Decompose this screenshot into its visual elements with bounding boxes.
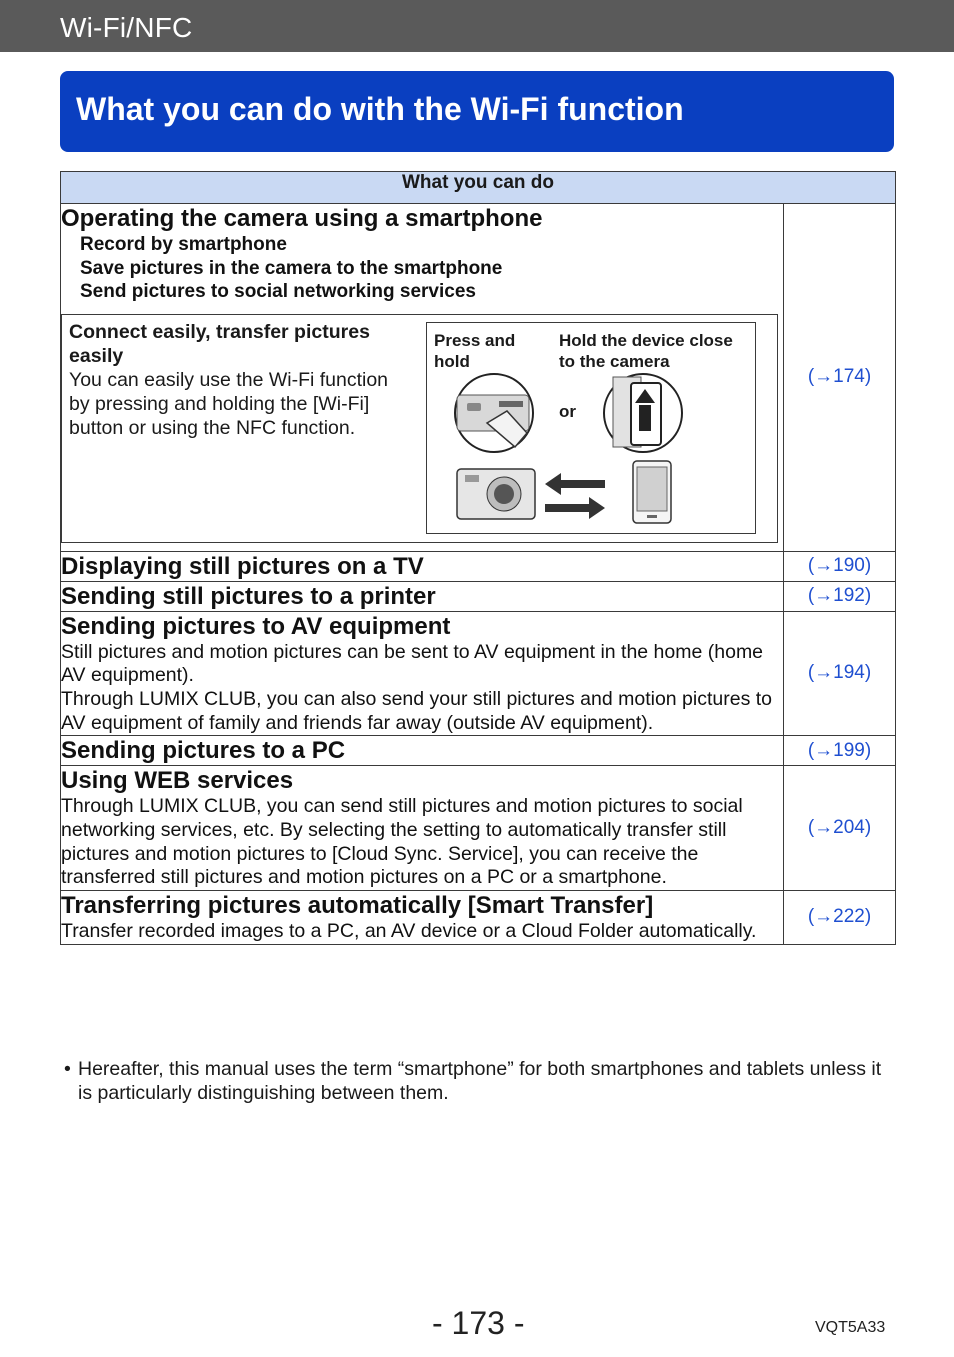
row-heading: Transferring pictures automatically [Smart Transfer] [61, 892, 654, 920]
feature-item: Save pictures in the camera to the smartphone [80, 257, 503, 279]
row-heading: Operating the camera using a smartphone [61, 205, 543, 232]
table-header-row [61, 172, 896, 204]
tv-cell [61, 551, 784, 581]
table-row [61, 611, 896, 736]
table-row [61, 204, 896, 552]
page-reference[interactable]: (→190) [784, 551, 896, 581]
row-text-2: Through LUMIX CLUB, you can also send your still pictures and motion pictures to AV equipment of family and friends far away (outside AV equipment). [61, 687, 773, 734]
row-heading: Sending still pictures to a printer [61, 582, 436, 610]
row-text: Still pictures and motion pictures can be sent to AV equipment in the home (home AV equipment). [61, 640, 764, 687]
smart-transfer-cell [61, 891, 784, 945]
nfc-heading: Connect easily, transfer pictures easily [69, 320, 370, 367]
hold-close-label: Hold the device close to the camera [559, 330, 733, 371]
camera-icon [457, 469, 535, 519]
page-title-banner [60, 71, 894, 152]
press-hold-label: Press and hold [434, 330, 516, 371]
table-column-header: What you can do [61, 172, 896, 204]
table-row [61, 766, 896, 891]
av-equipment-cell [61, 611, 784, 736]
page-reference[interactable]: (→174) [784, 204, 896, 552]
smartphone-icon [633, 461, 671, 523]
page-reference[interactable]: (→194) [784, 611, 896, 736]
table-row [61, 581, 896, 611]
row-text: Transfer recorded images to a PC, an AV device or a Cloud Folder automatically. [61, 920, 757, 943]
bullet-icon: • [64, 1058, 71, 1080]
button-press-icon [455, 374, 533, 452]
table-row [61, 891, 896, 945]
smartphone-cell [61, 204, 784, 552]
row-text: Through LUMIX CLUB, you can send still pictures and motion pictures to social networking services, etc. By selecting the setting to automatically transfer still pictures and motion pictures to [Cloud Sync. Service], you can receive the transferred still pictures and motion pictures on a PC or a smartphone. [61, 795, 743, 889]
nfc-touch-icon [604, 374, 682, 452]
table-row [61, 551, 896, 581]
nfc-info-box [61, 314, 778, 543]
transfer-arrows-icon [545, 473, 605, 519]
page-reference[interactable]: (→222) [784, 891, 896, 945]
row-heading: Displaying still pictures on a TV [61, 552, 424, 580]
web-services-cell [61, 766, 784, 891]
row-heading: Using WEB services [61, 767, 294, 795]
feature-item: Send pictures to social networking services [80, 281, 476, 302]
table-row [61, 736, 896, 766]
row-heading: Sending pictures to a PC [61, 737, 346, 765]
footnote [64, 1057, 884, 1105]
page-reference[interactable]: (→192) [784, 581, 896, 611]
features-table [60, 171, 896, 945]
printer-cell [61, 581, 784, 611]
footnote-text: Hereafter, this manual uses the term “smartphone” for both smartphones and tablets unless it is particularly distinguishing between them. [78, 1058, 882, 1104]
section-title: Wi-Fi/NFC [60, 12, 193, 43]
nfc-body: You can easily use the Wi-Fi function by pressing and holding the [Wi-Fi] button or using the NFC function. [69, 368, 389, 439]
section-header-bar [0, 0, 954, 52]
page-reference[interactable]: (→199) [784, 736, 896, 766]
nfc-description [69, 320, 389, 440]
nfc-illustration [426, 322, 756, 534]
pc-cell [61, 736, 784, 766]
or-label: or [559, 401, 576, 421]
model-code: VQT5A33 [815, 1319, 886, 1336]
page-reference[interactable]: (→204) [784, 766, 896, 891]
illustration-graphics [427, 323, 755, 533]
feature-item: Record by smartphone [80, 234, 287, 255]
row-heading: Sending pictures to AV equipment [61, 612, 451, 640]
page-title: What you can do with the Wi-Fi function [76, 91, 684, 127]
page-number: - 173 - [432, 1305, 525, 1341]
